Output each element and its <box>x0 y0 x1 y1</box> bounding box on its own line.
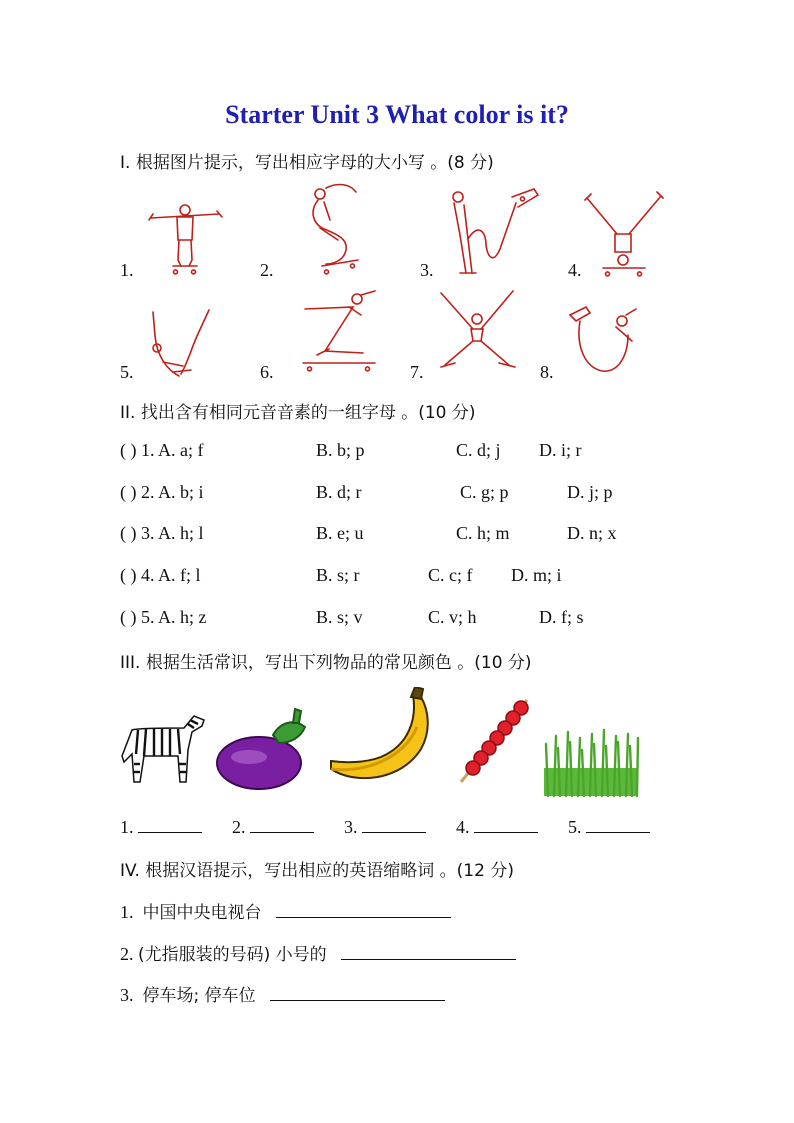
question-stem: ( ) 2. A. b; i <box>120 482 204 502</box>
option-b: B. b; p <box>316 440 365 460</box>
question-stem: ( ) 3. A. h; l <box>120 523 204 543</box>
option-c: C. g; p <box>460 482 509 502</box>
section-4-heading: IV. 根据汉语提示，写出相应的英语缩略词 。(12 分) <box>120 861 514 881</box>
item-number: 5. <box>120 362 134 382</box>
zebra-icon <box>118 710 208 788</box>
candied-haws-icon <box>453 694 533 786</box>
option-c: C. c; f <box>428 565 473 585</box>
answer-line[interactable] <box>341 943 516 960</box>
page-title: Starter Unit 3 What color is it? <box>225 100 569 129</box>
answer-line[interactable] <box>270 984 445 1001</box>
question-stem: ( ) 4. A. f; l <box>120 565 201 585</box>
skater-letter-z-icon <box>295 289 381 379</box>
section-2-heading: II. 找出含有相同元音音素的一组字母 。(10 分) <box>120 403 476 423</box>
option-d: D. m; i <box>511 565 562 585</box>
option-d: D. j; p <box>567 482 613 502</box>
skater-letter-u-icon <box>566 305 638 379</box>
answer-blank-3[interactable]: 3. <box>344 816 426 838</box>
answer-line[interactable] <box>276 901 451 918</box>
abbreviation-item-1: 1. 中国中央电视台 <box>120 898 451 923</box>
option-d: D. i; r <box>539 440 582 460</box>
skater-letter-x-icon <box>437 289 517 375</box>
question-stem: ( ) 5. A. h; z <box>120 607 207 627</box>
skater-letter-y-icon <box>583 190 665 278</box>
answer-blank-2[interactable]: 2. <box>232 816 314 838</box>
item-number: 8. <box>540 362 554 382</box>
section-1-heading: I. 根据图片提示，写出相应字母的大小写 。(8 分) <box>120 153 494 173</box>
option-b: B. s; v <box>316 607 363 627</box>
banana-icon <box>325 687 435 787</box>
item-number: 1. <box>120 260 134 280</box>
answer-blank-5[interactable]: 5. <box>568 816 650 838</box>
item-number: 3. <box>420 260 434 280</box>
section-3-heading: III. 根据生活常识，写出下列物品的常见颜色 。(10 分) <box>120 653 532 673</box>
option-c: C. d; j <box>456 440 501 460</box>
abbreviation-item-3: 3. 停车场; 停车位 <box>120 981 445 1006</box>
skater-letter-t-icon <box>145 200 225 278</box>
grass-icon <box>542 728 640 798</box>
option-d: D. n; x <box>567 523 617 543</box>
answer-blank-1[interactable]: 1. <box>120 816 202 838</box>
option-d: D. f; s <box>539 607 584 627</box>
option-b: B. d; r <box>316 482 362 502</box>
option-c: C. v; h <box>428 607 477 627</box>
question-stem: ( ) 1. A. a; f <box>120 440 204 460</box>
skater-letter-s-icon <box>298 180 370 280</box>
skater-letter-w-icon <box>442 183 542 279</box>
item-number: 7. <box>410 362 424 382</box>
item-number: 6. <box>260 362 274 382</box>
option-c: C. h; m <box>456 523 510 543</box>
answer-blank-4[interactable]: 4. <box>456 816 538 838</box>
item-number: 4. <box>568 260 582 280</box>
skater-letter-v-icon <box>143 306 215 380</box>
option-b: B. e; u <box>316 523 364 543</box>
option-b: B. s; r <box>316 565 360 585</box>
abbreviation-item-2: 2. (尤指服装的号码) 小号的 <box>120 940 516 965</box>
eggplant-icon <box>215 707 311 793</box>
item-number: 2. <box>260 260 274 280</box>
